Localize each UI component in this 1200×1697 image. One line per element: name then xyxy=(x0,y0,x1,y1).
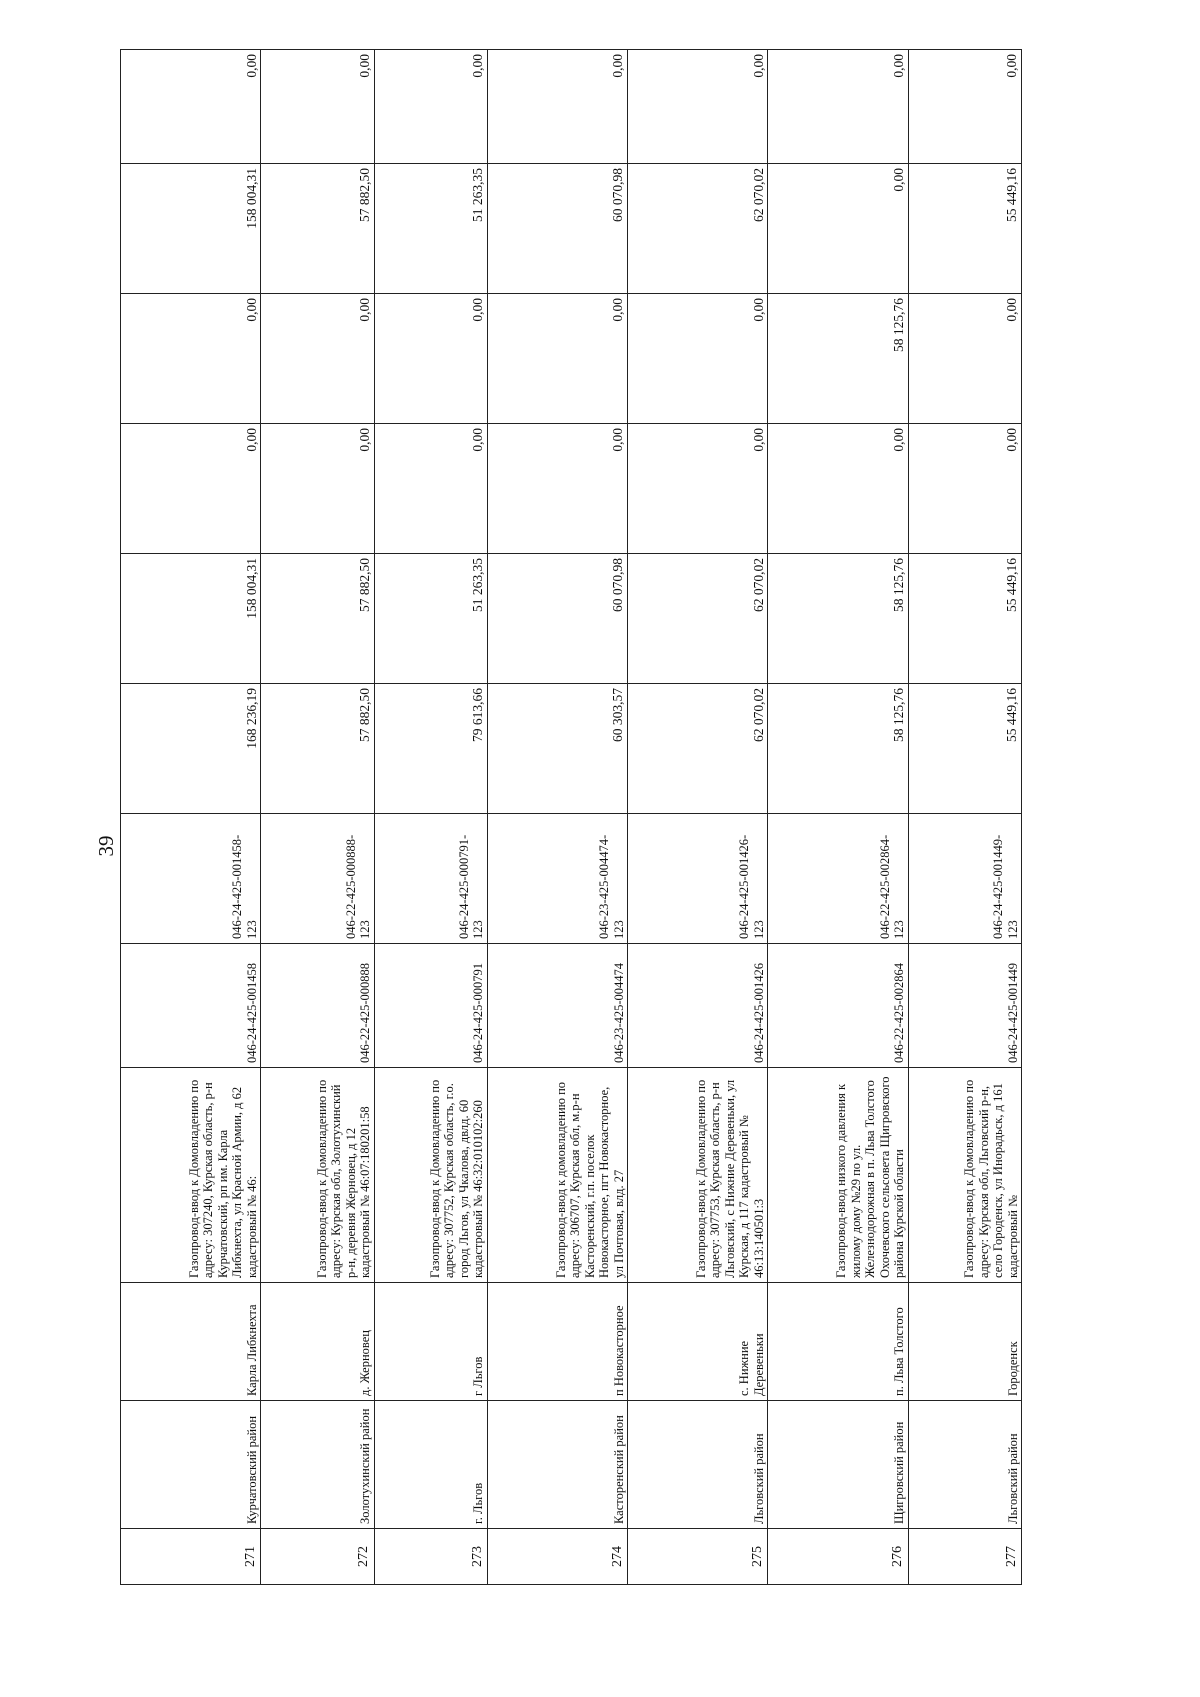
register-table xyxy=(120,49,1022,1585)
cell-amount-1: 79 613,66 xyxy=(374,684,487,814)
cell-amount-2: 158 004,31 xyxy=(121,554,261,684)
cell-amount-4: 0,00 xyxy=(908,294,1021,424)
cell-full-code: 046-22-425-002864-123 xyxy=(768,814,908,944)
cell-amount-5: 55 449,16 xyxy=(908,164,1021,294)
cell-amount-4: 0,00 xyxy=(628,294,768,424)
cell-full-code: 046-24-425-001426-123 xyxy=(628,814,768,944)
cell-district: Золотухинский район xyxy=(261,1401,374,1529)
cell-amount-5: 0,00 xyxy=(768,164,908,294)
cell-amount-3: 0,00 xyxy=(261,424,374,554)
cell-amount-4: 0,00 xyxy=(121,294,261,424)
cell-amount-2: 58 125,76 xyxy=(768,554,908,684)
cell-amount-4: 0,00 xyxy=(374,294,487,424)
cell-amount-6: 0,00 xyxy=(768,50,908,164)
cell-amount-3: 0,00 xyxy=(908,424,1021,554)
table-row xyxy=(374,50,487,1585)
cell-locality: д. Жерновец xyxy=(261,1283,374,1401)
cell-amount-2: 62 070,02 xyxy=(628,554,768,684)
cell-locality: п. Льва Толстого xyxy=(768,1283,908,1401)
cell-amount-2: 60 070,98 xyxy=(487,554,627,684)
cell-amount-2: 51 263,35 xyxy=(374,554,487,684)
cell-amount-3: 0,00 xyxy=(628,424,768,554)
cell-district: Льговский район xyxy=(908,1401,1021,1529)
table-row xyxy=(908,50,1021,1585)
table-row xyxy=(628,50,768,1585)
cell-object-description: Газопровод-ввод низкого давления к жилому дому №29 по ул. Железнодорожная в п. Льва Толстого Охочевского сельсовета Щигровского района Курской области xyxy=(768,1068,908,1283)
cell-object-code: 046-23-425-004474 xyxy=(487,944,627,1068)
cell-amount-1: 58 125,76 xyxy=(768,684,908,814)
rotated-table-frame xyxy=(120,50,1022,1585)
cell-district: Касторенский район xyxy=(487,1401,627,1529)
cell-object-description: Газопровод-ввод к Домовладению по адресу: 307752, Курская область, г.о. город Льгов, ул Чкалова, двлд. 60 кадастровый № 46:32:010102:260 xyxy=(374,1068,487,1283)
cell-amount-5: 57 882,50 xyxy=(261,164,374,294)
cell-amount-6: 0,00 xyxy=(628,50,768,164)
cell-amount-3: 0,00 xyxy=(374,424,487,554)
table-body xyxy=(121,50,1022,1585)
page-number: 39 xyxy=(94,835,118,857)
cell-amount-1: 60 303,57 xyxy=(487,684,627,814)
cell-amount-3: 0,00 xyxy=(121,424,261,554)
cell-amount-4: 58 125,76 xyxy=(768,294,908,424)
cell-row-number: 274 xyxy=(487,1529,627,1585)
cell-amount-5: 158 004,31 xyxy=(121,164,261,294)
cell-amount-6: 0,00 xyxy=(487,50,627,164)
cell-amount-6: 0,00 xyxy=(261,50,374,164)
cell-object-description: Газопровод-ввод к Домовладению по адресу: 307240, Курская область, р-н Курчатовский, рп им. Карла Либкнехта, ул Красной Армии, д 62 кадастровый № 46: xyxy=(121,1068,261,1283)
cell-amount-3: 0,00 xyxy=(768,424,908,554)
cell-object-code: 046-22-425-000888 xyxy=(261,944,374,1068)
cell-amount-1: 168 236,19 xyxy=(121,684,261,814)
cell-full-code: 046-23-425-004474-123 xyxy=(487,814,627,944)
cell-full-code: 046-24-425-001458-123 xyxy=(121,814,261,944)
cell-district: г. Льгов xyxy=(374,1401,487,1529)
cell-full-code: 046-22-425-000888-123 xyxy=(261,814,374,944)
cell-amount-1: 55 449,16 xyxy=(908,684,1021,814)
cell-full-code: 046-24-425-000791-123 xyxy=(374,814,487,944)
cell-amount-1: 62 070,02 xyxy=(628,684,768,814)
cell-amount-4: 0,00 xyxy=(487,294,627,424)
cell-object-description: Газопровод-ввод к Домовладению по адресу: Курская обл, Золотухинский р-н, деревня Жерновец, д 12 кадастровый № 46:07:180201:58 xyxy=(261,1068,374,1283)
cell-object-code: 046-24-425-000791 xyxy=(374,944,487,1068)
cell-object-code: 046-22-425-002864 xyxy=(768,944,908,1068)
cell-district: Льговский район xyxy=(628,1401,768,1529)
cell-object-description: Газопровод-ввод к Домовладению по адресу: Курская обл, Льговский р-н, село Городенск, ул Инорадьск, д 161 кадастровый № xyxy=(908,1068,1021,1283)
cell-row-number: 276 xyxy=(768,1529,908,1585)
cell-row-number: 271 xyxy=(121,1529,261,1585)
cell-locality: Городенск xyxy=(908,1283,1021,1401)
cell-amount-5: 62 070,02 xyxy=(628,164,768,294)
cell-amount-4: 0,00 xyxy=(261,294,374,424)
cell-amount-1: 57 882,50 xyxy=(261,684,374,814)
cell-row-number: 277 xyxy=(908,1529,1021,1585)
table-row xyxy=(121,50,261,1585)
cell-object-code: 046-24-425-001426 xyxy=(628,944,768,1068)
table-row xyxy=(768,50,908,1585)
cell-object-description: Газопровод-ввод к Домовладению по адресу: 307753, Курская область, р-н Льговский, с Нижние Деревеньки, ул Курская, д 117 кадастровый № 46:13:140501:3 xyxy=(628,1068,768,1283)
cell-amount-3: 0,00 xyxy=(487,424,627,554)
cell-row-number: 272 xyxy=(261,1529,374,1585)
cell-district: Щигровский район xyxy=(768,1401,908,1529)
cell-locality: г Льгов xyxy=(374,1283,487,1401)
cell-locality: п Новокасторное xyxy=(487,1283,627,1401)
cell-row-number: 273 xyxy=(374,1529,487,1585)
cell-row-number: 275 xyxy=(628,1529,768,1585)
cell-amount-2: 57 882,50 xyxy=(261,554,374,684)
cell-full-code: 046-24-425-001449-123 xyxy=(908,814,1021,944)
table-row xyxy=(261,50,374,1585)
cell-amount-6: 0,00 xyxy=(121,50,261,164)
cell-amount-2: 55 449,16 xyxy=(908,554,1021,684)
table-row xyxy=(487,50,627,1585)
cell-district: Курчатовский район xyxy=(121,1401,261,1529)
cell-amount-5: 51 263,35 xyxy=(374,164,487,294)
cell-object-code: 046-24-425-001449 xyxy=(908,944,1021,1068)
cell-amount-6: 0,00 xyxy=(374,50,487,164)
cell-locality: Карла Либкнехта xyxy=(121,1283,261,1401)
cell-locality: с. Нижние Деревеньки xyxy=(628,1283,768,1401)
cell-amount-5: 60 070,98 xyxy=(487,164,627,294)
cell-amount-6: 0,00 xyxy=(908,50,1021,164)
cell-object-code: 046-24-425-001458 xyxy=(121,944,261,1068)
cell-object-description: Газопровод-ввод к домовладению по адресу: 306707, Курская обл, м.р-н Касторенский, г.п. поселок Новокасторное, пгт Новокасторное, ул Почтовая, влд. 27 xyxy=(487,1068,627,1283)
